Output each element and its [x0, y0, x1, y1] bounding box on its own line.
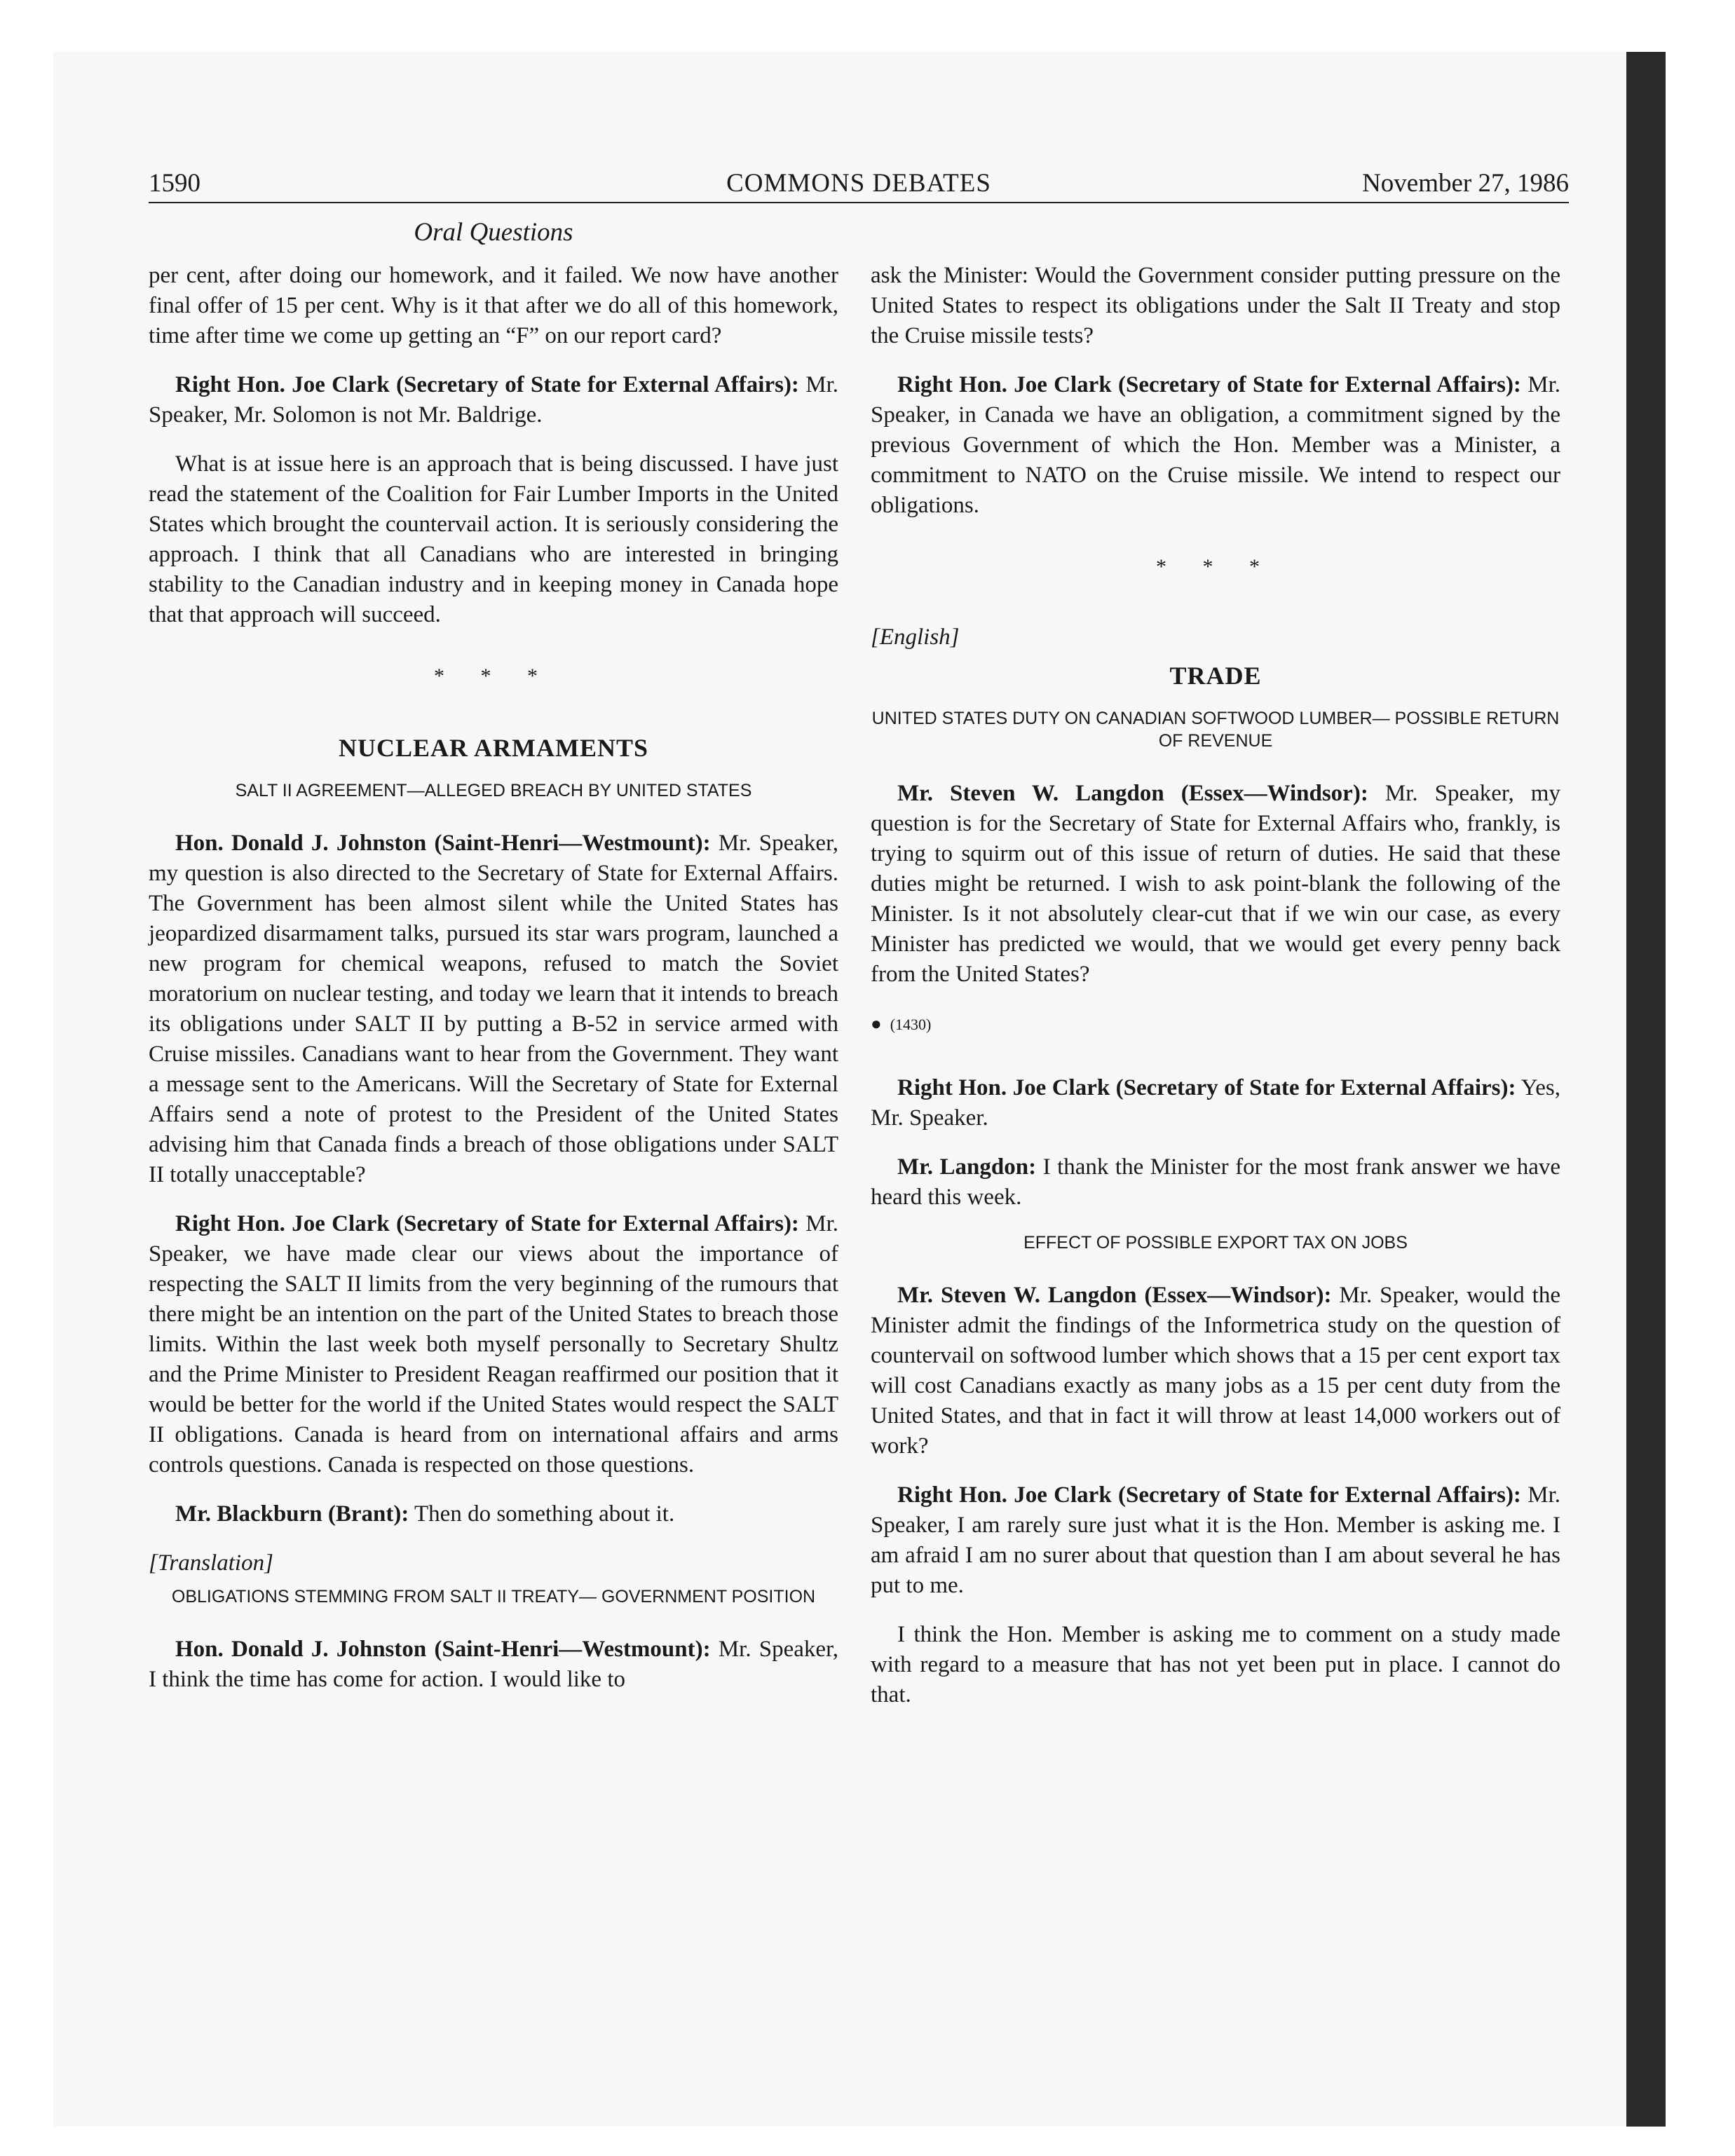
- speech-text: I thank the Minister for the most frank answer we have heard this week.: [871, 1154, 1560, 1210]
- speech-text: Mr. Speaker, I am rarely sure just what it is the Hon. Member is asking me. I am afraid I am no surer about that question than I am about several he has put to me.: [871, 1482, 1560, 1598]
- speaker-name: Right Hon. Joe Clark (Secretary of State for External Affairs):: [897, 1482, 1521, 1508]
- bullet-icon: ●: [871, 1014, 882, 1034]
- subheading: UNITED STATES DUTY ON CANADIAN SOFTWOOD LUMBER— POSSIBLE RETURN OF REVENUE: [871, 709, 1560, 751]
- left-column: [149, 261, 838, 1714]
- speaker-name: Right Hon. Joe Clark (Secretary of State for External Affairs):: [897, 372, 1521, 397]
- time-marker: [871, 1009, 1560, 1039]
- paragraph: [149, 1499, 838, 1529]
- paragraph: [871, 779, 1560, 990]
- speaker-name: Right Hon. Joe Clark (Secretary of State for External Affairs):: [897, 1075, 1516, 1100]
- subheading: OBLIGATIONS STEMMING FROM SALT II TREATY— GOVERNMENT POSITION: [171, 1587, 816, 1606]
- paragraph: [871, 1152, 1560, 1213]
- paragraph: [149, 1635, 838, 1695]
- scan-edge: [1626, 52, 1666, 2127]
- publication-date: November 27, 1986: [1362, 169, 1569, 198]
- speaker-name: Right Hon. Joe Clark (Secretary of State for External Affairs):: [175, 372, 799, 397]
- speech-text: Mr. Speaker, would the Minister admit the findings of the Informetrica study on the question of countervail on softwood lumber which shows that a 15 per cent export tax will cost Canadians exactly as many jobs as a 15 per cent duty from the United States, and that in fact it will throw at least 14,000 workers out of work?: [871, 1283, 1560, 1459]
- paragraph: I think the Hon. Member is asking me to comment on a study made with regard to a measure that has not yet been put in place. I cannot do that.: [871, 1622, 1560, 1707]
- paragraph: ask the Minister: Would the Government consider putting pressure on the United States to respect its obligations under the Salt II Treaty and stop the Cruise missile tests?: [871, 263, 1560, 348]
- section-label: Oral Questions: [414, 218, 573, 247]
- section-separator: * * *: [434, 664, 553, 688]
- paragraph: per cent, after doing our homework, and it failed. We now have another final offer of 15 per cent. Why is it that after we do all of this homework, time after time we come up getting an “F” on our report card?: [149, 263, 838, 348]
- right-column: [871, 261, 1560, 1729]
- paragraph: [149, 370, 838, 430]
- speech-text: Mr. Speaker, my question is for the Secretary of State for External Affairs who, frankly, is trying to squirm out of this issue of return of duties. He said that these duties might be returned. I wish to ask point-blank the following of the Minister. Is it not absolutely clear-cut that if we win our case, as every Minister has predicted we would, that we would get every penny back from the United States?: [871, 781, 1560, 987]
- speech-text: Mr. Speaker, we have made clear our views about the importance of respecting the SALT II limits from the very beginning of the rumours that there might be an intention on the part of the United States to breach those limits. Within the last week both myself personally to Secretary Shultz and the Prime Minister to President Reagan reaffirmed our position that it would be better for the world if the United States would respect the SALT II obligations. Canada is heard from on international affairs and arms controls questions. Canada is respected on those questions.: [149, 1211, 838, 1478]
- speech-text: Yes, Mr. Speaker.: [871, 1075, 1560, 1131]
- time-marker-text: (1430): [890, 1016, 932, 1033]
- paragraph: [871, 1073, 1560, 1133]
- language-tag: [Translation]: [149, 1550, 273, 1576]
- publication-title: COMMONS DEBATES: [726, 169, 991, 198]
- subheading: EFFECT OF POSSIBLE EXPORT TAX ON JOBS: [1023, 1233, 1408, 1253]
- speech-text: Mr. Speaker, I think the time has come for action. I would like to: [149, 1637, 838, 1692]
- language-tag: [English]: [871, 625, 960, 650]
- speaker-name: Hon. Donald J. Johnston (Saint-Henri—Westmount):: [175, 1637, 711, 1662]
- speaker-name: Right Hon. Joe Clark (Secretary of State for External Affairs):: [175, 1211, 799, 1236]
- paragraph: [149, 1209, 838, 1480]
- paragraph: What is at issue here is an approach that is being discussed. I have just read the statement of the Coalition for Fair Lumber Imports in the United States which brought the countervail action. It is seriously considering the approach. I think that all Canadians who are interested in bringing stability to the Canadian industry and in keeping money in Canada hope that that approach will succeed.: [149, 451, 838, 627]
- paragraph: [871, 1281, 1560, 1461]
- page-number: 1590: [149, 169, 200, 198]
- paragraph: [871, 1480, 1560, 1601]
- section-heading: NUCLEAR ARMAMENTS: [338, 734, 649, 762]
- speaker-name: Mr. Steven W. Langdon (Essex—Windsor):: [897, 1283, 1332, 1308]
- speaker-name: Mr. Langdon:: [897, 1154, 1037, 1180]
- section-separator: * * *: [1156, 555, 1275, 578]
- speech-text: Then do something about it.: [409, 1501, 675, 1527]
- page-header: [149, 165, 1569, 202]
- paragraph: [871, 370, 1560, 521]
- header-rule: [149, 202, 1569, 203]
- speech-text: Mr. Speaker, in Canada we have an obligation, a commitment signed by the previous Government of which the Hon. Member was a Minister, a commitment to NATO on the Cruise missile. We intend to respect our obligations.: [871, 372, 1560, 518]
- subheading: SALT II AGREEMENT—ALLEGED BREACH BY UNITED STATES: [235, 781, 752, 800]
- speaker-name: Mr. Blackburn (Brant):: [175, 1501, 409, 1527]
- speech-text: Mr. Speaker, Mr. Solomon is not Mr. Baldrige.: [149, 372, 838, 428]
- speaker-name: Hon. Donald J. Johnston (Saint-Henri—Westmount):: [175, 831, 711, 856]
- speech-text: Mr. Speaker, my question is also directed to the Secretary of State for External Affairs. The Government has been almost silent while the United States has jeopardized disarmament talks, pursued its star wars program, launched a new program for chemical weapons, refused to match the Soviet moratorium on nuclear testing, and today we learn that it intends to breach its obligations under SALT II by putting a B-52 in service armed with Cruise missiles. Canadians want to hear from the Government. They want a message sent to the Americans. Will the Secretary of State for External Affairs send a note of protest to the President of the United States advising him that Canada finds a breach of those obligations under SALT II totally unacceptable?: [149, 831, 838, 1187]
- speaker-name: Mr. Steven W. Langdon (Essex—Windsor):: [897, 781, 1368, 806]
- section-heading: TRADE: [1169, 662, 1262, 690]
- paragraph: [149, 828, 838, 1190]
